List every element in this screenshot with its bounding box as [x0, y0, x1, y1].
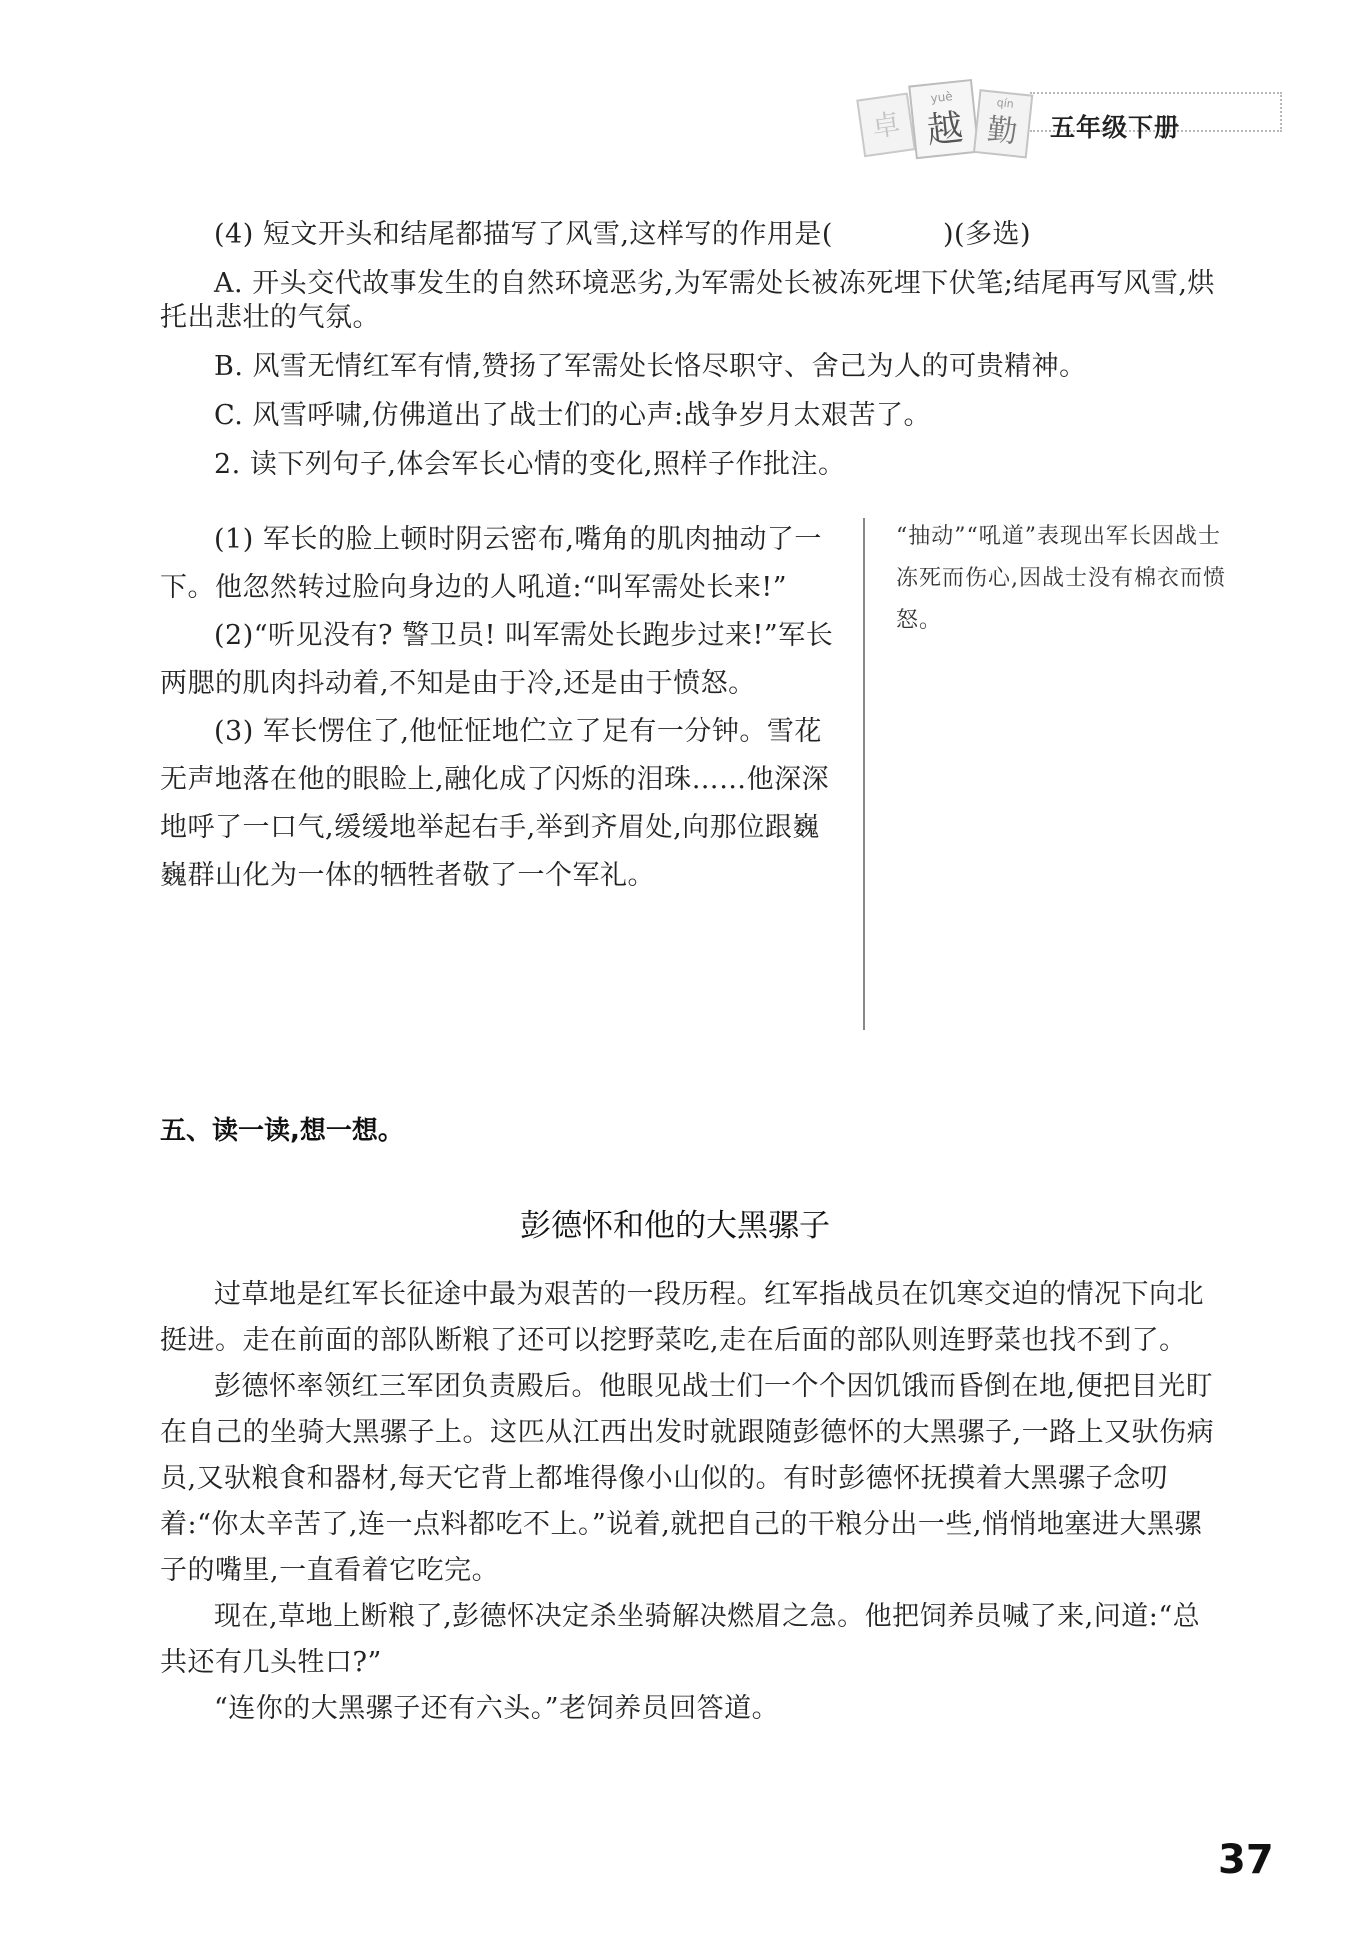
page-number: 37 [1218, 1837, 1274, 1883]
question-4-block [160, 218, 1220, 497]
annotation-section [160, 516, 1226, 1036]
svg-text:越: 越 [924, 107, 966, 152]
sentence-3: (3) 军长愣住了,他怔怔地伫立了足有一分钟。雪花无声地落在他的眼睑上,融化成了闪烁的泪珠……他深深地呼了一口气,缓缓地举起右手,举到齐眉处,向那位跟巍巍群山化为一体的牺牲者敬了一个军礼。 [160, 716, 830, 891]
section-5-heading: 五、读一读,想一想。 [160, 1116, 404, 1146]
brand-stamp-logo [855, 75, 1035, 170]
grade-label: 五年级下册 [1050, 113, 1181, 142]
option-c: C. 风雪呼啸,仿佛道出了战士们的心声:战争岁月太艰苦了。 [214, 400, 932, 431]
option-b: B. 风雪无情红军有情,赞扬了军需处长恪尽职守、舍己为人的可贵精神。 [214, 351, 1087, 382]
column-divider [863, 518, 865, 1030]
svg-text:yuè: yuè [929, 89, 954, 106]
svg-text:勤: 勤 [985, 112, 1020, 151]
option-a: A. 开头交代故事发生的自然环境恶劣,为军需处长被冻死埋下伏笔;结尾再写风雪,烘托出悲壮的气氛。 [160, 268, 1215, 333]
svg-text:卓: 卓 [869, 107, 903, 144]
sentence-column [160, 516, 840, 900]
stamp-tile-1 [857, 94, 914, 156]
story-body [160, 1272, 1220, 1732]
annotation-note: “抽动”“吼道”表现出军长因战士冻死而伤心,因战士没有棉衣而愤怒。 [896, 524, 1226, 633]
story-paragraph-4: “连你的大黑骡子还有六头。”老饲养员回答道。 [214, 1693, 780, 1724]
stamp-tile-3 [974, 90, 1032, 157]
svg-text:qín: qín [996, 96, 1015, 111]
story-paragraph-2: 彭德怀率领红三军团负责殿后。他眼见战士们一个个因饥饿而昏倒在地,便把目光盯在自己的坐骑大黑骡子上。这匹从江西出发时就跟随彭德怀的大黑骡子,一路上又驮伤病员,又驮粮食和器材,每天它背上都堆得像小山似的。有时彭德怀抚摸着大黑骡子念叨着:“你太辛苦了,连一点料都吃不上。”说着,就把自己的干粮分出一些,悄悄地塞进大黑骡子的嘴里,一直看着它吃完。 [160, 1371, 1215, 1586]
question-2-instruction: 2. 读下列句子,体会军长心情的变化,照样子作批注。 [214, 449, 846, 480]
story-paragraph-3: 现在,草地上断粮了,彭德怀决定杀坐骑解决燃眉之急。他把饲养员喊了来,问道:“总共还有几头牲口?” [160, 1601, 1201, 1678]
stamp-tile-2 [909, 80, 978, 158]
question-4: (4) 短文开头和结尾都描写了风雪,这样写的作用是( )(多选) [214, 219, 1032, 250]
sentence-2: (2)“听见没有? 警卫员! 叫军需处长跑步过来!”军长两腮的肌肉抖动着,不知是由于冷,还是由于愤怒。 [160, 620, 834, 699]
story-title: 彭德怀和他的大黑骡子 [520, 1208, 830, 1244]
sentence-1: (1) 军长的脸上顿时阴云密布,嘴角的肌肉抽动了一下。他忽然转过脸向身边的人吼道:“叫军需处长来!” [160, 524, 822, 603]
story-paragraph-1: 过草地是红军长征途中最为艰苦的一段历程。红军指战员在饥寒交迫的情况下向北挺进。走在前面的部队断粮了还可以挖野菜吃,走在后面的部队则连野菜也找不到了。 [160, 1279, 1204, 1356]
